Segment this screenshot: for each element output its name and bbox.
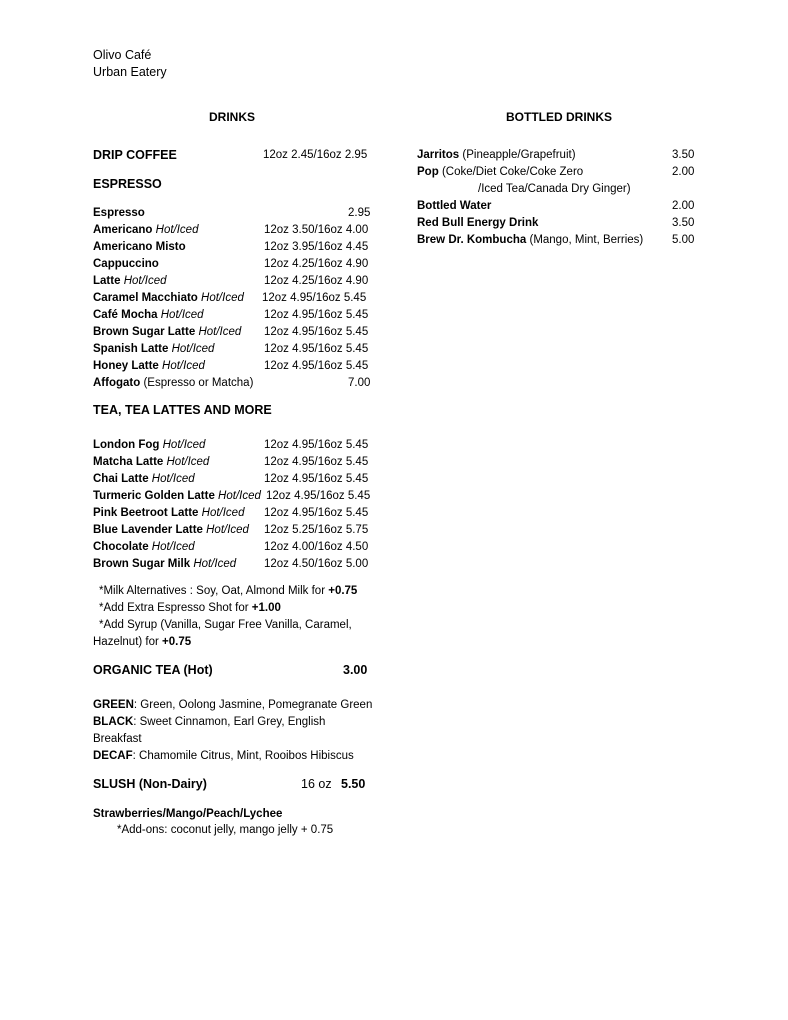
item-variant: Hot/Iced (198, 326, 242, 338)
tea-category: DECAF (93, 750, 133, 762)
item-name: Chocolate (93, 541, 149, 553)
slush-row (93, 776, 373, 793)
item-name: Matcha Latte (93, 456, 164, 468)
menu-item (93, 341, 373, 358)
slush-price: 5.50 (341, 777, 366, 791)
item-variant: Hot/Iced (218, 490, 261, 502)
item-price: 12oz 4.95/16oz 5.45 (264, 326, 369, 338)
drinks-heading: DRINKS (209, 110, 256, 124)
item-name: Caramel Macchiato (93, 292, 198, 304)
item-variant: Hot/Iced (162, 360, 205, 372)
item-name: Chai Latte (93, 473, 149, 485)
cafe-name: Olivo Café (93, 48, 152, 62)
green-tea-line (93, 697, 372, 714)
menu-item (93, 556, 373, 573)
item-variant: Hot/Iced (166, 456, 210, 468)
item-price: 5.00 (672, 234, 695, 246)
item-extra: /Iced Tea/Canada Dry Ginger) (478, 183, 631, 195)
item-name: Affogato (93, 377, 141, 389)
decaf-tea-line (93, 748, 354, 765)
item-name: Cappuccino (93, 258, 159, 270)
bottled-item (417, 147, 697, 164)
tea-list: Breakfast (93, 733, 142, 745)
menu-item (93, 307, 373, 324)
note-text: *Milk Alternatives : Soy, Oat, Almond Milk for (99, 585, 329, 597)
item-price: 7.00 (348, 377, 371, 389)
item-price: 2.95 (348, 207, 371, 219)
item-name: Pink Beetroot Latte (93, 507, 199, 519)
slush-size: 16 oz (301, 777, 332, 791)
item-price: 12oz 4.50/16oz 5.00 (264, 558, 369, 570)
item-price: 12oz 4.95/16oz 5.45 (264, 456, 369, 468)
slush-flavors: Strawberries/Mango/Peach/Lychee (93, 808, 283, 820)
item-variant: Hot/Iced (151, 473, 195, 485)
menu-item (93, 222, 373, 239)
item-extra: (Mango, Mint, Berries) (529, 234, 644, 246)
menu-item (93, 239, 373, 256)
black-tea-line-cont (93, 731, 142, 748)
note-price: +1.00 (251, 602, 281, 614)
item-extra: (Coke/Diet Coke/Coke Zero (441, 166, 584, 178)
menu-item (93, 290, 373, 307)
bottled-item-cont (478, 181, 698, 198)
syrup-note-cont (93, 634, 191, 651)
note-price: +0.75 (162, 636, 192, 648)
item-price: 12oz 3.95/16oz 4.45 (264, 241, 369, 253)
item-price: 12oz 4.95/16oz 5.45 (264, 439, 369, 451)
item-name: Brown Sugar Latte (93, 326, 196, 338)
page-header (93, 47, 167, 81)
item-name: Turmeric Golden Latte (93, 490, 215, 502)
item-variant: Hot/Iced (201, 507, 245, 519)
syrup-note (99, 617, 352, 634)
item-name: Bottled Water (417, 200, 492, 212)
item-variant: Hot/Iced (201, 292, 244, 304)
tea-category: GREEN (93, 699, 134, 711)
item-price: 3.50 (672, 217, 695, 229)
menu-item (93, 471, 373, 488)
menu-item (93, 273, 373, 290)
drip-coffee-price: 12oz 2.45/16oz 2.95 (263, 149, 368, 161)
item-price: 3.50 (672, 149, 695, 161)
item-extra: (Pineapple/Grapefruit) (462, 149, 576, 161)
menu-item (93, 505, 373, 522)
organic-tea-price: 3.00 (343, 663, 368, 677)
item-price: 12oz 3.50/16oz 4.00 (264, 224, 369, 236)
item-name: Spanish Latte (93, 343, 169, 355)
menu-item (93, 488, 373, 505)
item-price: 2.00 (672, 200, 695, 212)
bottled-item (417, 164, 697, 181)
tea-category: BLACK (93, 716, 134, 728)
item-price: 12oz 4.00/16oz 4.50 (264, 541, 369, 553)
extra-shot-note (99, 600, 281, 617)
item-variant: Hot/Iced (155, 224, 199, 236)
bottled-drinks-heading: BOTTLED DRINKS (506, 110, 612, 124)
item-extra: (Espresso or Matcha) (143, 377, 254, 389)
drip-coffee-label: DRIP COFFEE (93, 148, 177, 162)
item-name: Brown Sugar Milk (93, 558, 191, 570)
item-name: London Fog (93, 439, 160, 451)
item-variant: Hot/Iced (160, 309, 204, 321)
item-price: 12oz 4.95/16oz 5.45 (264, 343, 369, 355)
tea-heading: TEA, TEA LATTES AND MORE (93, 403, 272, 417)
item-variant: Hot/Iced (171, 343, 215, 355)
slush-addons: *Add-ons: coconut jelly, mango jelly + 0.75 (117, 824, 334, 836)
note-text: *Add Extra Espresso Shot for (99, 602, 252, 614)
menu-item (93, 205, 373, 222)
menu-item (93, 324, 373, 341)
item-variant: Hot/Iced (162, 439, 206, 451)
item-price: 12oz 4.95/16oz 5.45 (264, 360, 369, 372)
item-name: Pop (417, 166, 439, 178)
item-price: 12oz 4.95/16oz 5.45 (264, 309, 369, 321)
menu-item (93, 539, 373, 556)
black-tea-line (93, 714, 325, 731)
organic-tea-heading: ORGANIC TEA (Hot) (93, 663, 213, 677)
espresso-heading: ESPRESSO (93, 177, 162, 191)
bottled-item (417, 198, 697, 215)
menu-item (93, 522, 373, 539)
bottled-item (417, 215, 697, 232)
item-price: 12oz 4.95/16oz 5.45 (264, 507, 369, 519)
tea-list: : Sweet Cinnamon, Earl Grey, English (133, 716, 326, 728)
menu-item (93, 375, 373, 392)
note-text: *Add Syrup (Vanilla, Sugar Free Vanilla, Caramel, (99, 619, 352, 631)
item-name: Honey Latte (93, 360, 159, 372)
menu-item (93, 256, 373, 273)
organic-tea-row (93, 662, 373, 679)
item-price: 12oz 4.95/16oz 5.45 (264, 473, 369, 485)
item-price: 12oz 4.95/16oz 5.45 (262, 292, 367, 304)
item-name: Blue Lavender Latte (93, 524, 203, 536)
menu-item (93, 437, 373, 454)
item-price: 12oz 4.95/16oz 5.45 (264, 488, 370, 505)
tea-list: : Chamomile Citrus, Mint, Rooibos Hibiscus (132, 750, 354, 762)
tea-list: : Green, Oolong Jasmine, Pomegranate Green (133, 699, 373, 711)
slush-heading: SLUSH (Non-Dairy) (93, 777, 207, 791)
item-price: 2.00 (672, 166, 695, 178)
item-price: 12oz 4.25/16oz 4.90 (264, 258, 369, 270)
item-name: Jarritos (417, 149, 460, 161)
item-name: Brew Dr. Kombucha (417, 234, 527, 246)
item-name: Red Bull Energy Drink (417, 217, 539, 229)
item-name: Latte (93, 275, 121, 287)
menu-item (93, 358, 373, 375)
item-name: Americano (93, 224, 153, 236)
item-name: Espresso (93, 207, 145, 219)
item-variant: Hot/Iced (193, 558, 237, 570)
item-variant: Hot/Iced (206, 524, 249, 536)
note-text: Hazelnut) for (93, 636, 163, 648)
item-name: Americano Misto (93, 241, 186, 253)
item-variant: Hot/Iced (151, 541, 195, 553)
milk-alternatives-note (99, 583, 357, 600)
item-variant: Hot/Iced (123, 275, 167, 287)
item-price: 12oz 5.25/16oz 5.75 (264, 524, 369, 536)
drip-coffee-row (93, 147, 373, 164)
item-name: Café Mocha (93, 309, 158, 321)
bottled-item (417, 232, 697, 249)
cafe-tagline: Urban Eatery (93, 65, 167, 79)
note-price: +0.75 (328, 585, 358, 597)
menu-item (93, 454, 373, 471)
item-price: 12oz 4.25/16oz 4.90 (264, 275, 369, 287)
